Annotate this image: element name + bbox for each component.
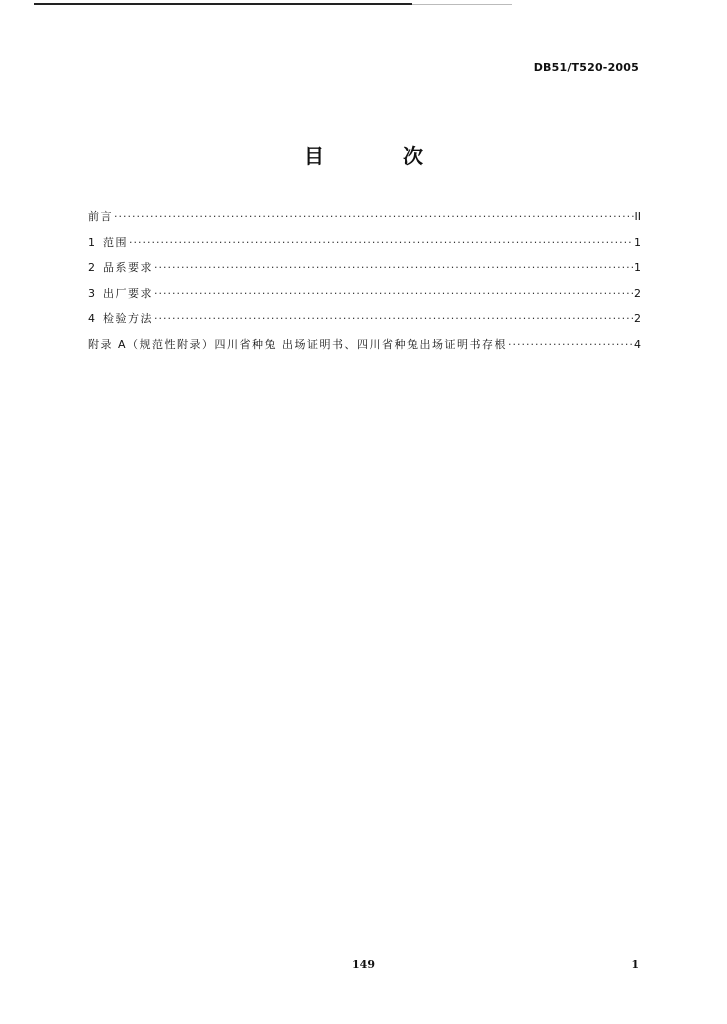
toc-entry-foreword[interactable] (88, 204, 641, 230)
top-rule-faint (412, 4, 512, 5)
toc-page-number: 2 (634, 312, 641, 325)
page-number: 149 (352, 958, 375, 971)
section-page-number: 1 (631, 958, 639, 971)
toc-label: 附录 A（规范性附录）四川省种兔 出场证明书、四川省种兔出场证明书存根 (88, 337, 508, 351)
toc-label: 品系要求 (103, 261, 153, 274)
toc-page-number: 2 (634, 286, 641, 300)
toc-page-number: 4 (634, 337, 641, 351)
toc-page-number: 1 (634, 261, 641, 274)
toc-leader-dots (154, 255, 633, 281)
toc-label: 前言 (88, 210, 113, 223)
toc-number: 1 (88, 235, 95, 249)
toc-entry-appendix-a[interactable] (88, 332, 641, 358)
toc-number: 3 (88, 286, 95, 300)
document-code: DB51/T520-2005 (533, 61, 639, 74)
table-of-contents (88, 204, 641, 357)
toc-entry-inspection-methods[interactable] (88, 306, 641, 332)
toc-page-number: II (634, 210, 641, 223)
toc-leader-dots (154, 306, 633, 332)
toc-entry-scope[interactable] (88, 230, 641, 256)
toc-entry-delivery-requirements[interactable] (88, 281, 641, 307)
toc-leader-dots (129, 230, 633, 256)
toc-leader-dots (154, 281, 633, 307)
toc-entry-strain-requirements[interactable] (88, 255, 641, 281)
top-rule (34, 3, 412, 5)
toc-number: 2 (88, 261, 95, 274)
toc-leader-dots (508, 332, 633, 358)
toc-page-number: 1 (634, 235, 641, 249)
toc-label: 出厂要求 (103, 286, 153, 300)
page-title: 目 次 (304, 144, 459, 168)
toc-leader-dots (114, 204, 634, 230)
toc-label: 检验方法 (103, 312, 153, 325)
toc-label: 范围 (103, 235, 128, 249)
toc-number: 4 (88, 312, 95, 325)
